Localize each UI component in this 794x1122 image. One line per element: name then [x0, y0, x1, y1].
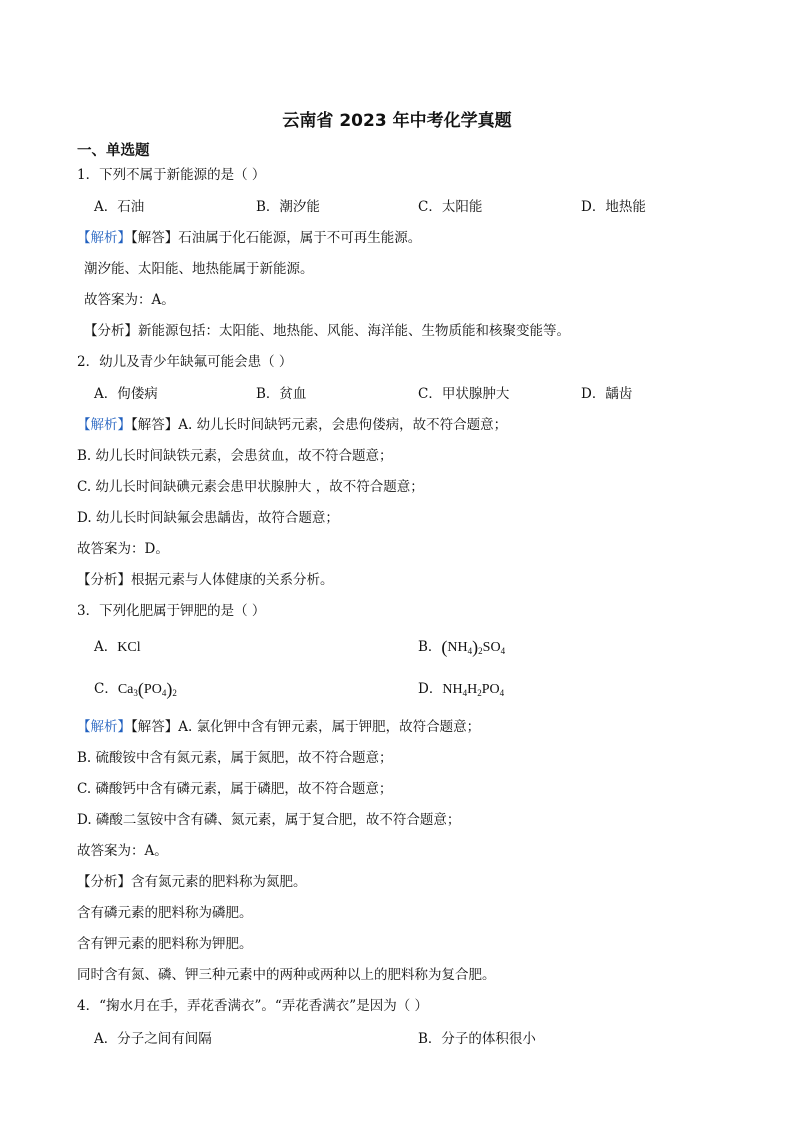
question-4-stem: 4．“掬水月在手，弄花香满衣”。“弄花香满衣”是因为（ ）: [77, 998, 428, 1014]
q4-option-b: B．分子的体积很小: [418, 1031, 536, 1047]
q3-option-c: C．$Ca_3(PO_4)_2$: [94, 679, 177, 699]
q3-summary: 【分析】含有氮元素的肥料称为氮肥。: [77, 874, 307, 890]
q3-analysis: 【解析】【解答】A. 氯化钾中含有钾元素，属于钾肥，故符合题意；: [77, 719, 481, 735]
formula-calcium-phosphate: $Ca_3(PO_4)_2$: [117, 679, 177, 699]
q3-option-d: D．$NH_4H_2PO_4$: [418, 681, 505, 698]
q3-answer: 故答案为：A。: [77, 843, 168, 859]
q3-summary-line: 含有钾元素的肥料称为钾肥。: [77, 936, 253, 952]
analysis-tag: 【解析】: [77, 417, 131, 433]
q2-explanation-b: B. 幼儿长时间缺铁元素，会患贫血，故不符合题意；: [77, 448, 393, 464]
q2-summary: 【分析】根据元素与人体健康的关系分析。: [77, 572, 334, 588]
analysis-tag: 【解析】: [77, 230, 131, 246]
question-1-stem: 1．下列不属于新能源的是（ ）: [77, 167, 266, 183]
question-3-stem: 3．下列化肥属于钾肥的是（ ）: [77, 603, 266, 619]
q1-answer: 故答案为：A。: [84, 292, 175, 308]
formula-kcl: KCl: [117, 640, 141, 655]
q1-summary: 【分析】新能源包括：太阳能、地热能、风能、海洋能、生物质能和核聚变能等。: [84, 323, 570, 339]
formula-ammonium-dihydrogen-phosphate: $NH_4H_2PO_4$: [442, 682, 505, 698]
question-2-stem: 2．幼儿及青少年缺氟可能会患（ ）: [77, 354, 293, 370]
q1-option-a: A．石油: [94, 199, 145, 215]
q2-explanation-c: C. 幼儿长时间缺碘元素会患甲状腺肿大 ，故不符合题意；: [77, 479, 424, 495]
q3-option-a: A．KCl: [94, 639, 141, 655]
q3-explanation-c: C. 磷酸钙中含有磷元素，属于磷肥，故不符合题意；: [77, 781, 393, 797]
q3-explanation-b: B. 硫酸铵中含有氮元素，属于氮肥，故不符合题意；: [77, 750, 393, 766]
q3-explanation-d: D. 磷酸二氢铵中含有磷、氮元素，属于复合肥，故不符合题意；: [77, 812, 461, 828]
section-heading: 一、单选题: [77, 143, 150, 159]
q1-option-b: B．潮汐能: [256, 199, 320, 215]
q3-summary-line: 同时含有氮、磷、钾三种元素中的两种或两种以上的肥料称为复合肥。: [77, 967, 496, 983]
q2-option-c: C．甲状腺肿大: [418, 386, 510, 402]
q2-answer: 故答案为：D。: [77, 541, 169, 557]
q1-explanation-line: 潮汐能、太阳能、地热能属于新能源。: [84, 261, 314, 277]
formula-ammonium-sulfate: $(NH_4)_2SO_4$: [441, 637, 506, 657]
q4-option-a: A．分子之间有间隔: [94, 1031, 212, 1047]
q3-summary-line: 含有磷元素的肥料称为磷肥。: [77, 905, 253, 921]
q2-option-d: D．龋齿: [581, 386, 633, 402]
q2-option-a: A．佝偻病: [94, 386, 158, 402]
q2-option-b: B．贫血: [256, 386, 307, 402]
q1-option-d: D．地热能: [581, 199, 646, 215]
q2-analysis: 【解析】【解答】A. 幼儿长时间缺钙元素，会患佝偻病，故不符合题意；: [77, 417, 508, 433]
q2-explanation-d: D. 幼儿长时间缺氟会患龋齿，故符合题意；: [77, 510, 339, 526]
q1-option-c: C．太阳能: [418, 199, 483, 215]
q1-analysis: 【解析】【解答】石油属于化石能源，属于不可再生能源。: [77, 230, 422, 246]
q3-option-b: B．$(NH_4)_2SO_4$: [418, 637, 506, 657]
page-title: 云南省 2023 年中考化学真题: [282, 111, 512, 131]
analysis-tag: 【解析】: [77, 719, 131, 735]
